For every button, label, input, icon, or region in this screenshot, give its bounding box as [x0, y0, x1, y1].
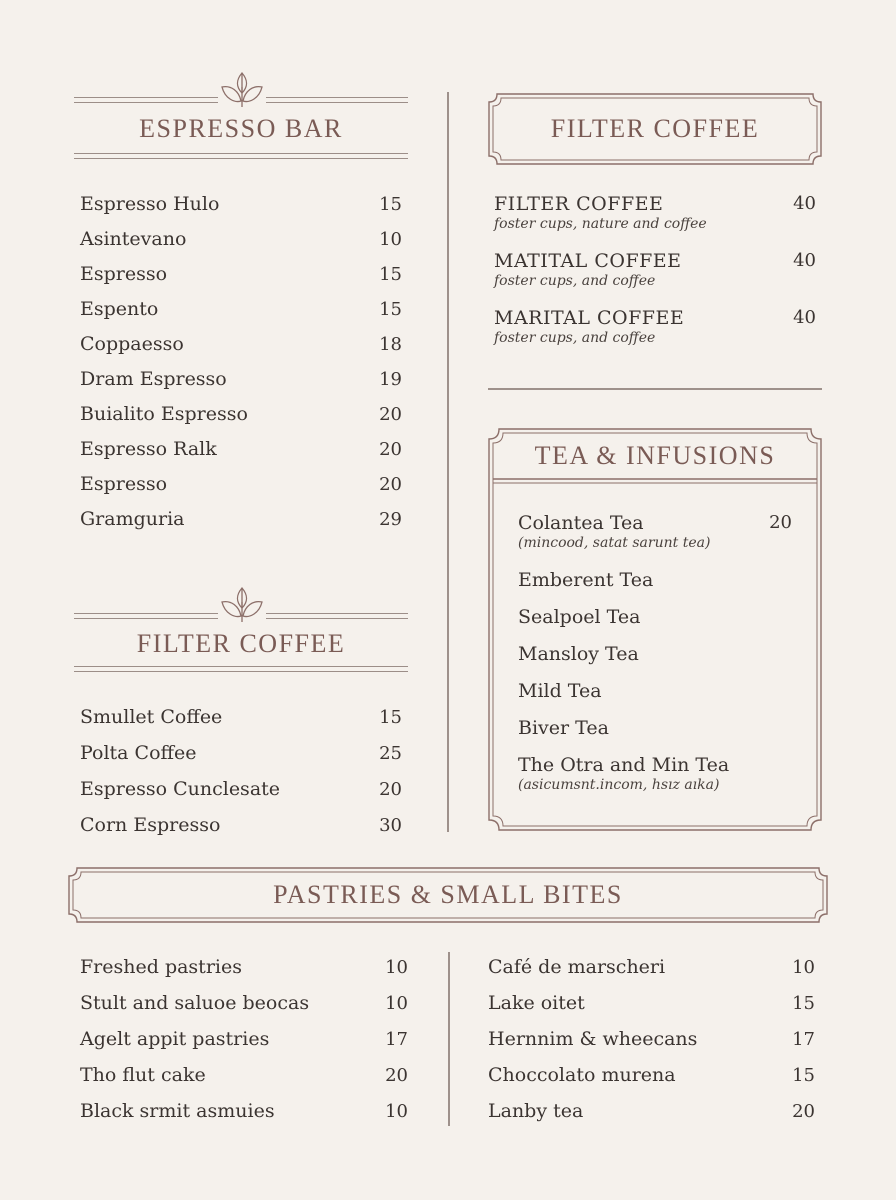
item-price: 17: [792, 1029, 815, 1050]
item-price: 15: [379, 194, 402, 215]
item-price: 29: [379, 509, 402, 530]
item-name: Buialito Espresso: [80, 403, 248, 425]
menu-item: [80, 438, 402, 460]
item-name: Café de marscheri: [488, 956, 666, 978]
item-price: 30: [379, 815, 402, 836]
item-name: Hernnim & wheecans: [488, 1028, 698, 1050]
item-name: Emberent Tea: [518, 569, 654, 591]
divider: [266, 613, 408, 619]
item-description: foster cups, nature and coffee: [494, 216, 707, 232]
item-name: Coppaesso: [80, 333, 184, 355]
item-price: 20: [385, 1065, 408, 1086]
section-title: FILTER COFFEE: [550, 114, 760, 143]
item-name: MATITAL COFFEE: [494, 250, 682, 272]
item-name: Lanby tea: [488, 1100, 584, 1122]
item-name: Sealpoel Tea: [518, 606, 641, 628]
menu-item: [518, 569, 792, 591]
item-price: 15: [379, 264, 402, 285]
menu-item: [518, 512, 792, 551]
menu-item: [80, 333, 402, 355]
item-name: Espresso Hulo: [80, 193, 220, 215]
menu-item: [80, 706, 402, 728]
item-price: 20: [379, 404, 402, 425]
divider: [74, 666, 408, 672]
item-description: (asicumsnt.incom, hsız aıka): [518, 777, 720, 793]
menu-item: [80, 403, 402, 425]
menu-item: [80, 228, 402, 250]
menu-item: [80, 193, 402, 215]
menu-item: [488, 1028, 815, 1050]
item-price: 15: [379, 299, 402, 320]
item-price: 10: [379, 229, 402, 250]
item-price: 15: [792, 1065, 815, 1086]
item-name: Espresso Cunclesate: [80, 778, 281, 800]
menu-item: [80, 992, 408, 1014]
item-name: Freshed pastries: [80, 956, 242, 978]
item-name: Polta Coffee: [80, 742, 197, 764]
menu-item: [80, 368, 402, 390]
divider: [266, 97, 408, 103]
menu-item: [80, 814, 402, 836]
item-price: 15: [379, 707, 402, 728]
menu-item: [488, 1100, 815, 1122]
menu-item: [80, 473, 402, 495]
menu-item: [518, 606, 792, 628]
divider: [74, 613, 218, 619]
item-name: Lake oitet: [488, 992, 585, 1014]
item-price: 20: [769, 512, 792, 533]
item-name: Espresso: [80, 473, 168, 495]
item-name: FILTER COFFEE: [494, 193, 664, 215]
divider: [488, 388, 822, 390]
item-price: 10: [385, 993, 408, 1014]
menu-item: [494, 193, 816, 232]
item-name: Mansloy Tea: [518, 643, 639, 665]
item-name: Corn Espresso: [80, 814, 221, 836]
item-price: 20: [379, 439, 402, 460]
item-name: Mild Tea: [518, 680, 602, 702]
menu-item: [80, 956, 408, 978]
item-price: 15: [792, 993, 815, 1014]
menu-item: [80, 1100, 408, 1122]
menu-item: [518, 643, 792, 665]
item-description: foster cups, and coffee: [494, 273, 656, 289]
item-name: Stult and saluoe beocas: [80, 992, 310, 1014]
item-price: 40: [793, 193, 816, 214]
item-name: Black srmit asmuies: [80, 1100, 275, 1122]
item-name: Espresso: [80, 263, 168, 285]
menu-item: [80, 508, 402, 530]
menu-item: [488, 992, 815, 1014]
column-divider: [447, 92, 449, 832]
menu-item: [488, 1064, 815, 1086]
item-price: 20: [792, 1101, 815, 1122]
item-price: 10: [385, 957, 408, 978]
item-price: 40: [793, 307, 816, 328]
item-name: Espresso Ralk: [80, 438, 217, 460]
menu-item: [488, 956, 815, 978]
menu-item: [80, 742, 402, 764]
item-name: Choccolato murena: [488, 1064, 676, 1086]
menu-item: [80, 298, 402, 320]
section-title: ESPRESSO BAR: [139, 114, 343, 143]
item-price: 17: [385, 1029, 408, 1050]
section-title: TEA & INFUSIONS: [534, 441, 776, 470]
menu-item: [494, 250, 816, 289]
divider: [74, 97, 218, 103]
item-name: MARITAL COFFEE: [494, 307, 685, 329]
menu-item: [80, 263, 402, 285]
item-price: 18: [379, 334, 402, 355]
item-price: 40: [793, 250, 816, 271]
menu-item: [518, 680, 792, 702]
item-price: 19: [379, 369, 402, 390]
menu-item: [518, 754, 792, 793]
item-name: Dram Espresso: [80, 368, 227, 390]
item-description: foster cups, and coffee: [494, 330, 656, 346]
menu-item: [80, 778, 402, 800]
item-name: Agelt appit pastries: [80, 1028, 270, 1050]
item-name: Gramguria: [80, 508, 185, 530]
menu-item: [80, 1064, 408, 1086]
menu-item: [494, 307, 816, 346]
item-price: 10: [792, 957, 815, 978]
item-price: 20: [379, 474, 402, 495]
item-name: Espento: [80, 298, 159, 320]
divider: [74, 153, 408, 159]
item-name: Tho flut cake: [80, 1064, 206, 1086]
column-divider: [448, 952, 450, 1126]
leaf-ornament-icon: [219, 586, 265, 624]
item-name: Asintevano: [80, 228, 187, 250]
item-name: Colantea Tea: [518, 512, 644, 534]
item-name: Smullet Coffee: [80, 706, 223, 728]
item-price: 10: [385, 1101, 408, 1122]
item-name: Biver Tea: [518, 717, 609, 739]
item-name: The Otra and Min Tea: [518, 754, 730, 776]
leaf-ornament-icon: [219, 71, 265, 109]
item-description: (mincood, satat sarunt tea): [518, 535, 711, 551]
menu-item: [518, 717, 792, 739]
item-price: 20: [379, 779, 402, 800]
menu-item: [80, 1028, 408, 1050]
section-title: FILTER COFFEE: [136, 629, 346, 658]
item-price: 25: [379, 743, 402, 764]
section-title: PASTRIES & SMALL BITES: [273, 880, 623, 909]
